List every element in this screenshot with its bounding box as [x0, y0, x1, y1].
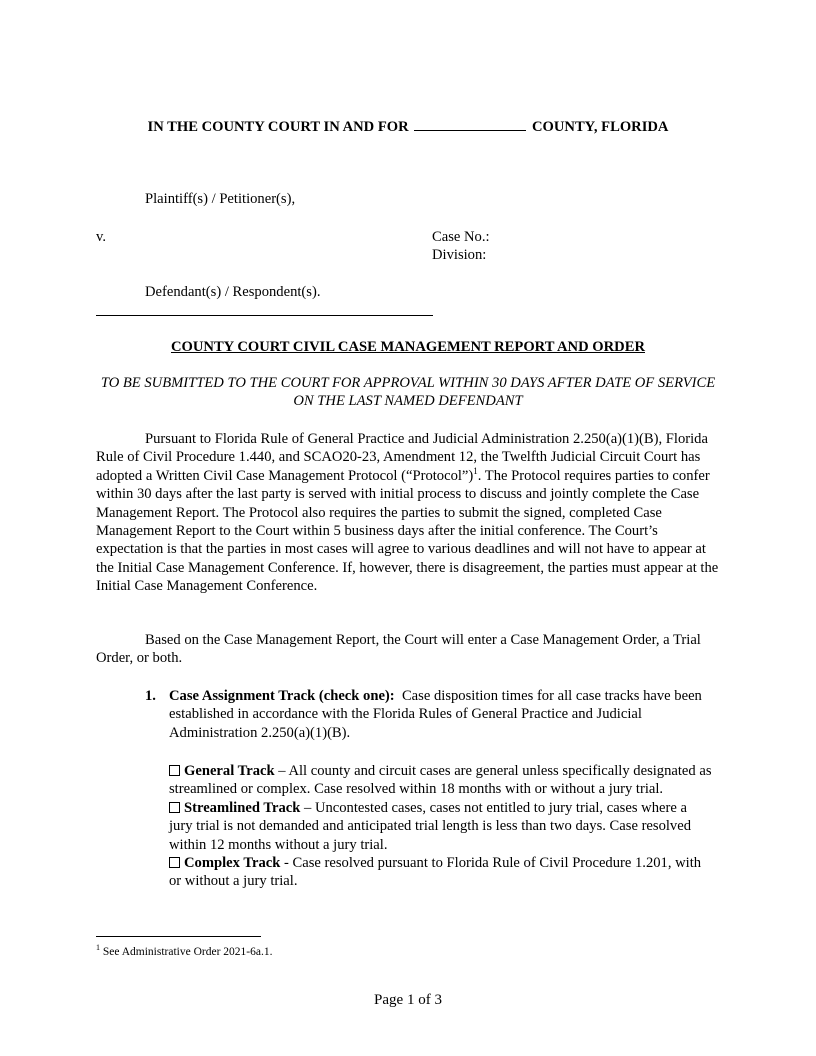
case-track-item	[169, 687, 714, 742]
defendant-label: Defendant(s) / Respondent(s).	[145, 284, 321, 300]
complex-track-checkbox[interactable]	[169, 857, 180, 868]
division-label: Division:	[432, 247, 487, 263]
footnote	[96, 945, 272, 959]
footnote-reference: 1	[473, 465, 478, 476]
track-separator: –	[300, 799, 315, 816]
track-description: Case resolved pursuant to Florida Rule of Civil Procedure 1.201, with or without a jury trial.	[169, 855, 702, 890]
court-heading	[0, 116, 816, 136]
court-heading-right: COUNTY, FLORIDA	[531, 119, 669, 135]
order-paragraph-text: Based on the Case Management Report, the Court will enter a Case Management Order, a Trial Order, or both.	[96, 632, 701, 667]
versus-label: v.	[96, 229, 106, 245]
protocol-paragraph-text-a: Pursuant to Florida Rule of General Practice and Judicial Administration 2.250(a)(1)(B), Florida Rule of Civil Procedure 1.440, and SCAO20-23, Amendment 12, the Twelfth Judicial Circuit Court has adopted a Written Civil Case Management Protocol (“Protocol”)	[96, 431, 708, 484]
track-option-streamlined[interactable]	[169, 799, 714, 854]
track-separator: –	[274, 763, 289, 779]
page-number: Page 1 of 3	[374, 992, 442, 1008]
submission-deadline-note: TO BE SUBMITTED TO THE COURT FOR APPROVAL WITHIN 30 DAYS AFTER DATE OF SERVICE ON THE LAST NAMED DEFENDANT	[100, 375, 716, 410]
protocol-paragraph-text-b: . The Protocol requires parties to confer within 30 days after the last party is served with initial process to discuss and jointly complete the Case Management Report. The Protocol also requires the parties to submit the signed, completed Case Management Report to the Court within 5 business days after the initial conference. The Court’s expectation is that the parties in most cases will agree to various deadlines and will not have to appear at the Initial Case Management Conference. If, however, there is disagreement, the parties must appear at the Initial Case Management Conference.	[96, 467, 719, 595]
footnote-marker: 1	[96, 943, 100, 953]
report-title: COUNTY COURT CIVIL CASE MANAGEMENT REPORT AND ORDER	[170, 339, 645, 355]
track-separator: -	[280, 855, 293, 872]
footnote-text: See Administrative Order 2021-6a.1.	[102, 946, 273, 958]
track-description: All county and circuit cases are general unless specifically designated as streamlined or complex. Case resolved within 18 months with or without a jury trial.	[169, 763, 712, 798]
track-description: Uncontested cases, cases not entitled to jury trial, cases where a jury trial is not demanded and anticipated trial length is less than two days. Case resolved within 12 months without a jury trial.	[169, 799, 692, 853]
order-paragraph	[96, 631, 726, 668]
streamlined-track-checkbox[interactable]	[169, 802, 180, 813]
plaintiff-label: Plaintiff(s) / Petitioner(s),	[145, 191, 296, 207]
caption-divider-line	[96, 315, 433, 316]
track-option-general[interactable]	[169, 762, 714, 799]
case-track-intro: Case disposition times for all case tracks have been established in accordance with the Florida Rules of General Practice and Judicial Administration 2.250(a)(1)(B).	[169, 688, 702, 741]
case-track-heading: Case Assignment Track (check one):	[169, 688, 395, 704]
general-track-checkbox[interactable]	[169, 765, 180, 776]
track-label: General Track	[184, 763, 275, 779]
track-options	[169, 762, 714, 891]
track-label: Complex Track	[184, 855, 281, 872]
county-blank-line	[414, 116, 526, 131]
track-option-complex[interactable]	[169, 854, 714, 891]
case-number-label: Case No.:	[432, 229, 490, 245]
footnote-divider	[96, 936, 261, 937]
item-number: 1.	[145, 688, 156, 704]
protocol-paragraph	[96, 430, 726, 596]
court-heading-left: IN THE COUNTY COURT IN AND FOR	[147, 119, 409, 135]
track-label: Streamlined Track	[184, 799, 301, 816]
